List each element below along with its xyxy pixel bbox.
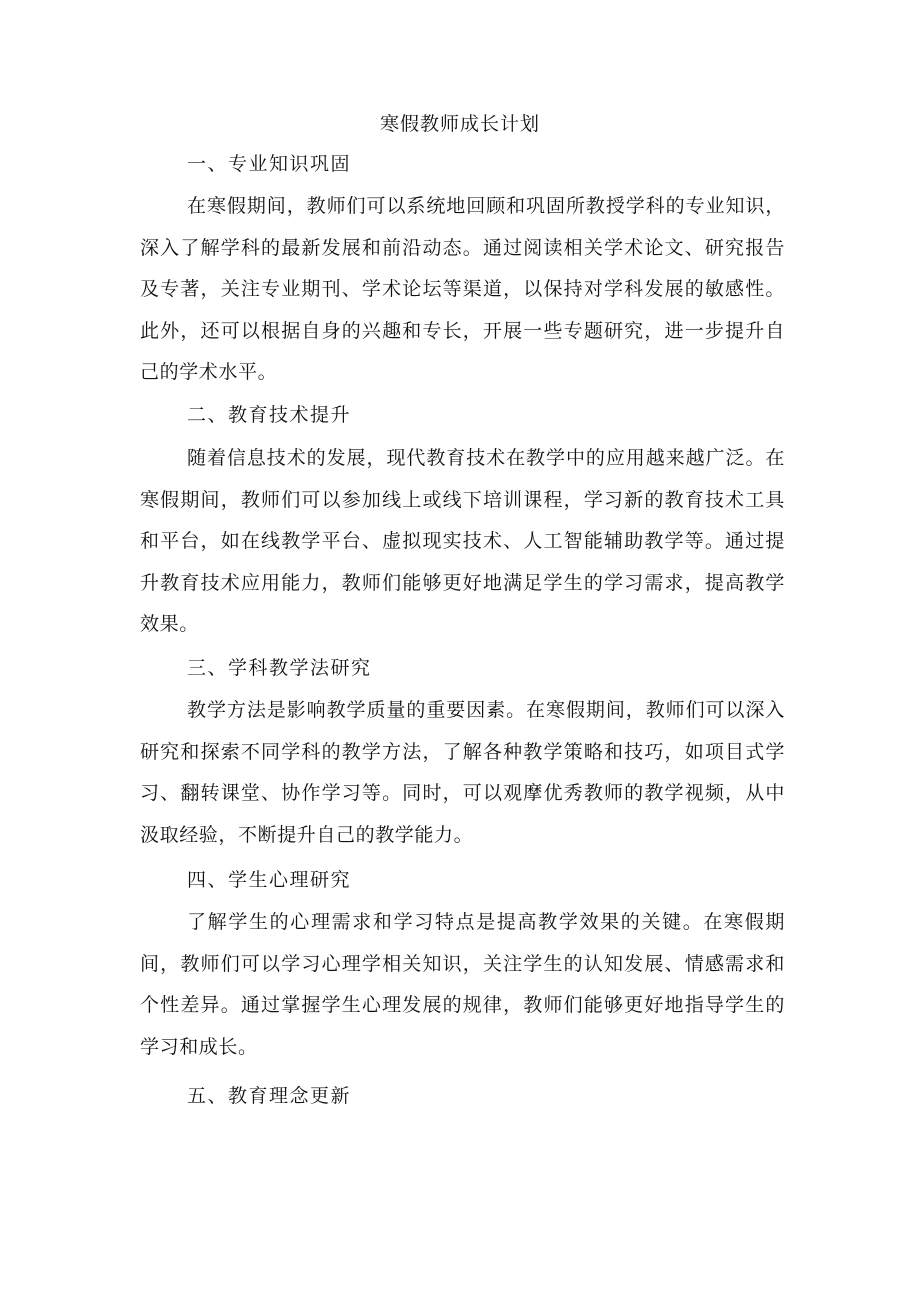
section-body-3: 教学方法是影响教学质量的重要因素。在寒假期间，教师们可以深入研究和探索不同学科的教学方法，了解各种教学策略和技巧，如项目式学习、翻转课堂、协作学习等。同时，可以观摩优秀教师的教学视频，从中汲取经验，不断提升自己的教学能力。 <box>140 699 785 846</box>
document-title: 寒假教师成长计划 <box>379 113 540 135</box>
section-body-2: 随着信息技术的发展，现代教育技术在教学中的应用越来越广泛。在寒假期间，教师们可以参加线上或线下培训课程，学习新的教育技术工具和平台，如在线教学平台、虚拟现实技术、人工智能辅助教学等。通过提升教育技术应用能力，教师们能够更好地满足学生的学习需求，提高教学效果。 <box>140 447 785 635</box>
section-body-1: 在寒假期间，教师们可以系统地回顾和巩固所教授学科的专业知识，深入了解学科的最新发展和前沿动态。通过阅读相关学术论文、研究报告及专著，关注专业期刊、学术论坛等渠道，以保持对学科发展的敏感性。此外，还可以根据自身的兴趣和专长，开展一些专题研究，进一步提升自己的学术水平。 <box>140 195 785 383</box>
section-body-4: 了解学生的心理需求和学习特点是提高教学效果的关键。在寒假期间，教师们可以学习心理学相关知识，关注学生的认知发展、情感需求和个性差异。通过掌握学生心理发展的规律，教师们能够更好地指导学生的学习和成长。 <box>140 911 785 1058</box>
section-heading-2: 二、教育技术提升 <box>187 404 352 426</box>
section-heading-3: 三、学科教学法研究 <box>187 657 372 679</box>
section-heading-5: 五、教育理念更新 <box>187 1085 352 1107</box>
section-heading-1: 一、专业知识巩固 <box>187 153 352 175</box>
section-heading-4: 四、学生心理研究 <box>187 869 352 891</box>
